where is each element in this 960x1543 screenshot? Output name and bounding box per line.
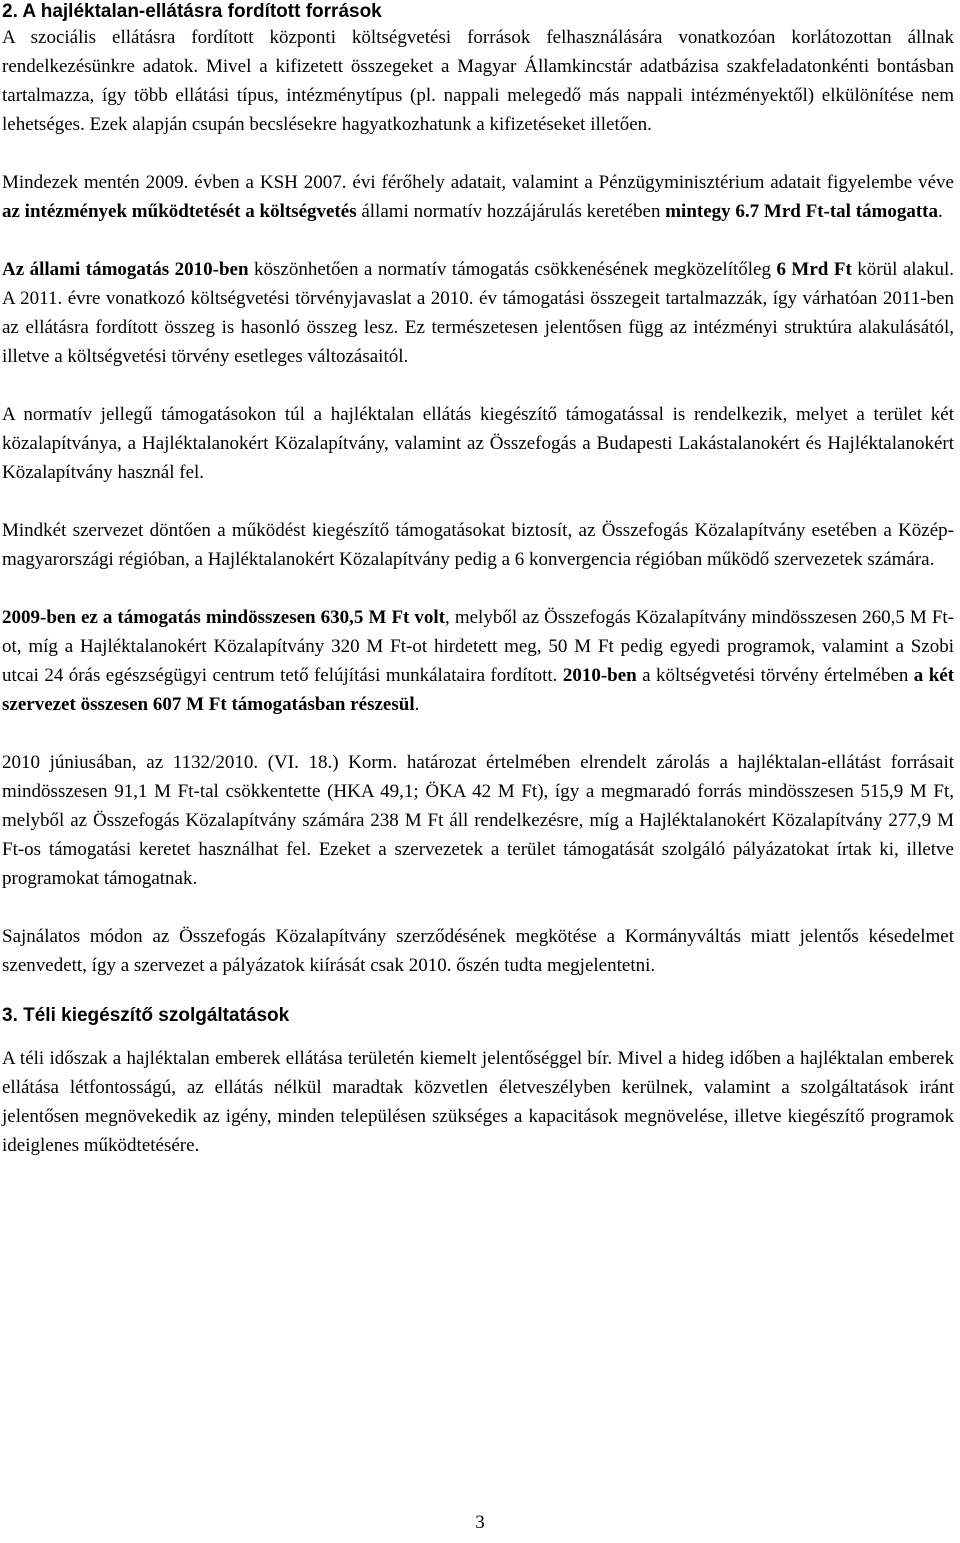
text-run: . xyxy=(414,694,420,715)
paragraph-delay: Sajnálatos módon az Összefogás Közalapítvány szerződésének megkötése a Kormányváltás miatt jelentős késedelmet szenvedett, így a szervezet a pályázatok kiírását csak 2010. őszén tudta megjelentetni. xyxy=(2,926,954,976)
text-run: Mindezek mentén 2009. évben a KSH 2007. évi férőhely adatait, valamint a Pénzügyminisztérium adatait figyelembe véve xyxy=(2,172,954,193)
paragraph-foundations: Mindkét szervezet döntően a működést kiegészítő támogatásokat biztosít, az Összefogás Közalapítvány esetében a Közép-magyarországi régióban, a Hajléktalanokért Közalapítvány pedig a 6 konvergencia régióban működő szervezetek számára. xyxy=(2,520,954,570)
bold-run: a két szervezet összesen 607 M Ft támogatásban részesül xyxy=(2,665,955,715)
text-run: állami normatív hozzájárulás keretében xyxy=(356,201,666,222)
page-number: 3 xyxy=(475,1512,485,1533)
paragraph-winter-services: A téli időszak a hajléktalan emberek ellátása területén kiemelt jelentőséggel bír. Mivel a hideg időben a hajléktalan emberek ellátása létfontosságú, az ellátás nélkül maradtak közvetlen életveszélyben kerülnek, valamint a szolgáltatások iránt jelentősen megnövekedik az igény, minden településen szükséges a kapacitások megnövelése, illetve kiegészítő programok ideiglenes működtetésére. xyxy=(2,1048,954,1156)
paragraph-2009-normative xyxy=(2,168,954,226)
text-run: , melyből az Összefogás Közalapítvány mindösszesen 260,5 M Ft-ot, míg a Hajléktalanokért Közalapítvány 320 M Ft-ot hirdetett meg, 50 M Ft pedig egyedi programok, valamint a Szobi utcai 24 órás egészségügyi centrum tető felújítási munkálataira fordított. xyxy=(2,607,954,686)
text-run: körül alakul. A 2011. évre vonatkozó költségvetési törvényjavaslat a 2010. év támogatási összegeit tartalmazzák, így várhatóan 2011-ben az ellátásra fordított összeg is hasonló összeg lesz. Ez természetesen jelentősen függ az intézményi struktúra alakulásától, illetve a költségvetési törvény esetleges változásaitól. xyxy=(2,259,955,367)
section-2-heading: 2. A hajléktalan-ellátásra fordított források xyxy=(2,1,382,22)
bold-run: az intézmények működtetését a költségvetés xyxy=(2,201,357,222)
paragraph-2009-amounts xyxy=(2,603,954,719)
paragraph-data-sources: A szociális ellátásra fordított központi költségvetési források felhasználására vonatkozóan korlátozottan állnak rendelkezésünkre adatok. Mivel a kifizetett összegeket a Magyar Államkincstár adatbázisa szakfeladatonkénti bontásban tartalmazza, így több ellátási típus, intézménytípus (pl. nappali melegedő más nappali intézményektől) elkülönítése nem lehetséges. Ezek alapján csupán becslésekre hagyatkozhatunk a kifizetéseket illetően. xyxy=(2,27,954,135)
bold-run: 2010-ben xyxy=(562,665,637,686)
section-2-body xyxy=(2,23,954,980)
bold-run: mintegy 6.7 Mrd Ft-tal támogatta xyxy=(665,201,939,222)
text-run: a költségvetési törvény értelmében xyxy=(636,665,914,686)
paragraph-freeze-2010: 2010 júniusában, az 1132/2010. (VI. 18.) Korm. határozat értelmében elrendelt zárolás a hajléktalan-ellátást forrásait mindösszesen 91,1 M Ft-tal csökkentette (HKA 49,1; ÖKA 42 M Ft), így a megmaradó forrás mindösszesen 515,9 M Ft, melyből az Összefogás Közalapítvány számára 238 M Ft áll rendelkezésre, míg a Hajléktalanokért Közalapítvány 277,9 M Ft-os támogatási keretet használhat fel. Ezeket a szervezetek a terület támogatását szolgáló pályázatokat írtak ki, illetve programokat támogatnak. xyxy=(2,752,954,889)
section-3-heading: 3. Téli kiegészítő szolgáltatások xyxy=(2,1005,290,1026)
bold-run: 6 Mrd Ft xyxy=(776,259,852,280)
bold-run: Az állami támogatás 2010-ben xyxy=(2,259,249,280)
text-run: . xyxy=(938,201,943,222)
paragraph-2010-support xyxy=(2,255,954,371)
text-run: köszönhetően a normatív támogatás csökkenésének megközelítőleg xyxy=(248,259,777,280)
paragraph-supplementary-support: A normatív jellegű támogatásokon túl a hajléktalan ellátás kiegészítő támogatással is rendelkezik, melyet a terület két közalapítványa, a Hajléktalanokért Közalapítvány, valamint az Összefogás a Budapesti Lakástalanokért és Hajléktalanokért Közalapítvány használ fel. xyxy=(2,404,954,483)
bold-run: 2009-ben ez a támogatás mindösszesen 630,5 M Ft volt xyxy=(2,607,446,628)
